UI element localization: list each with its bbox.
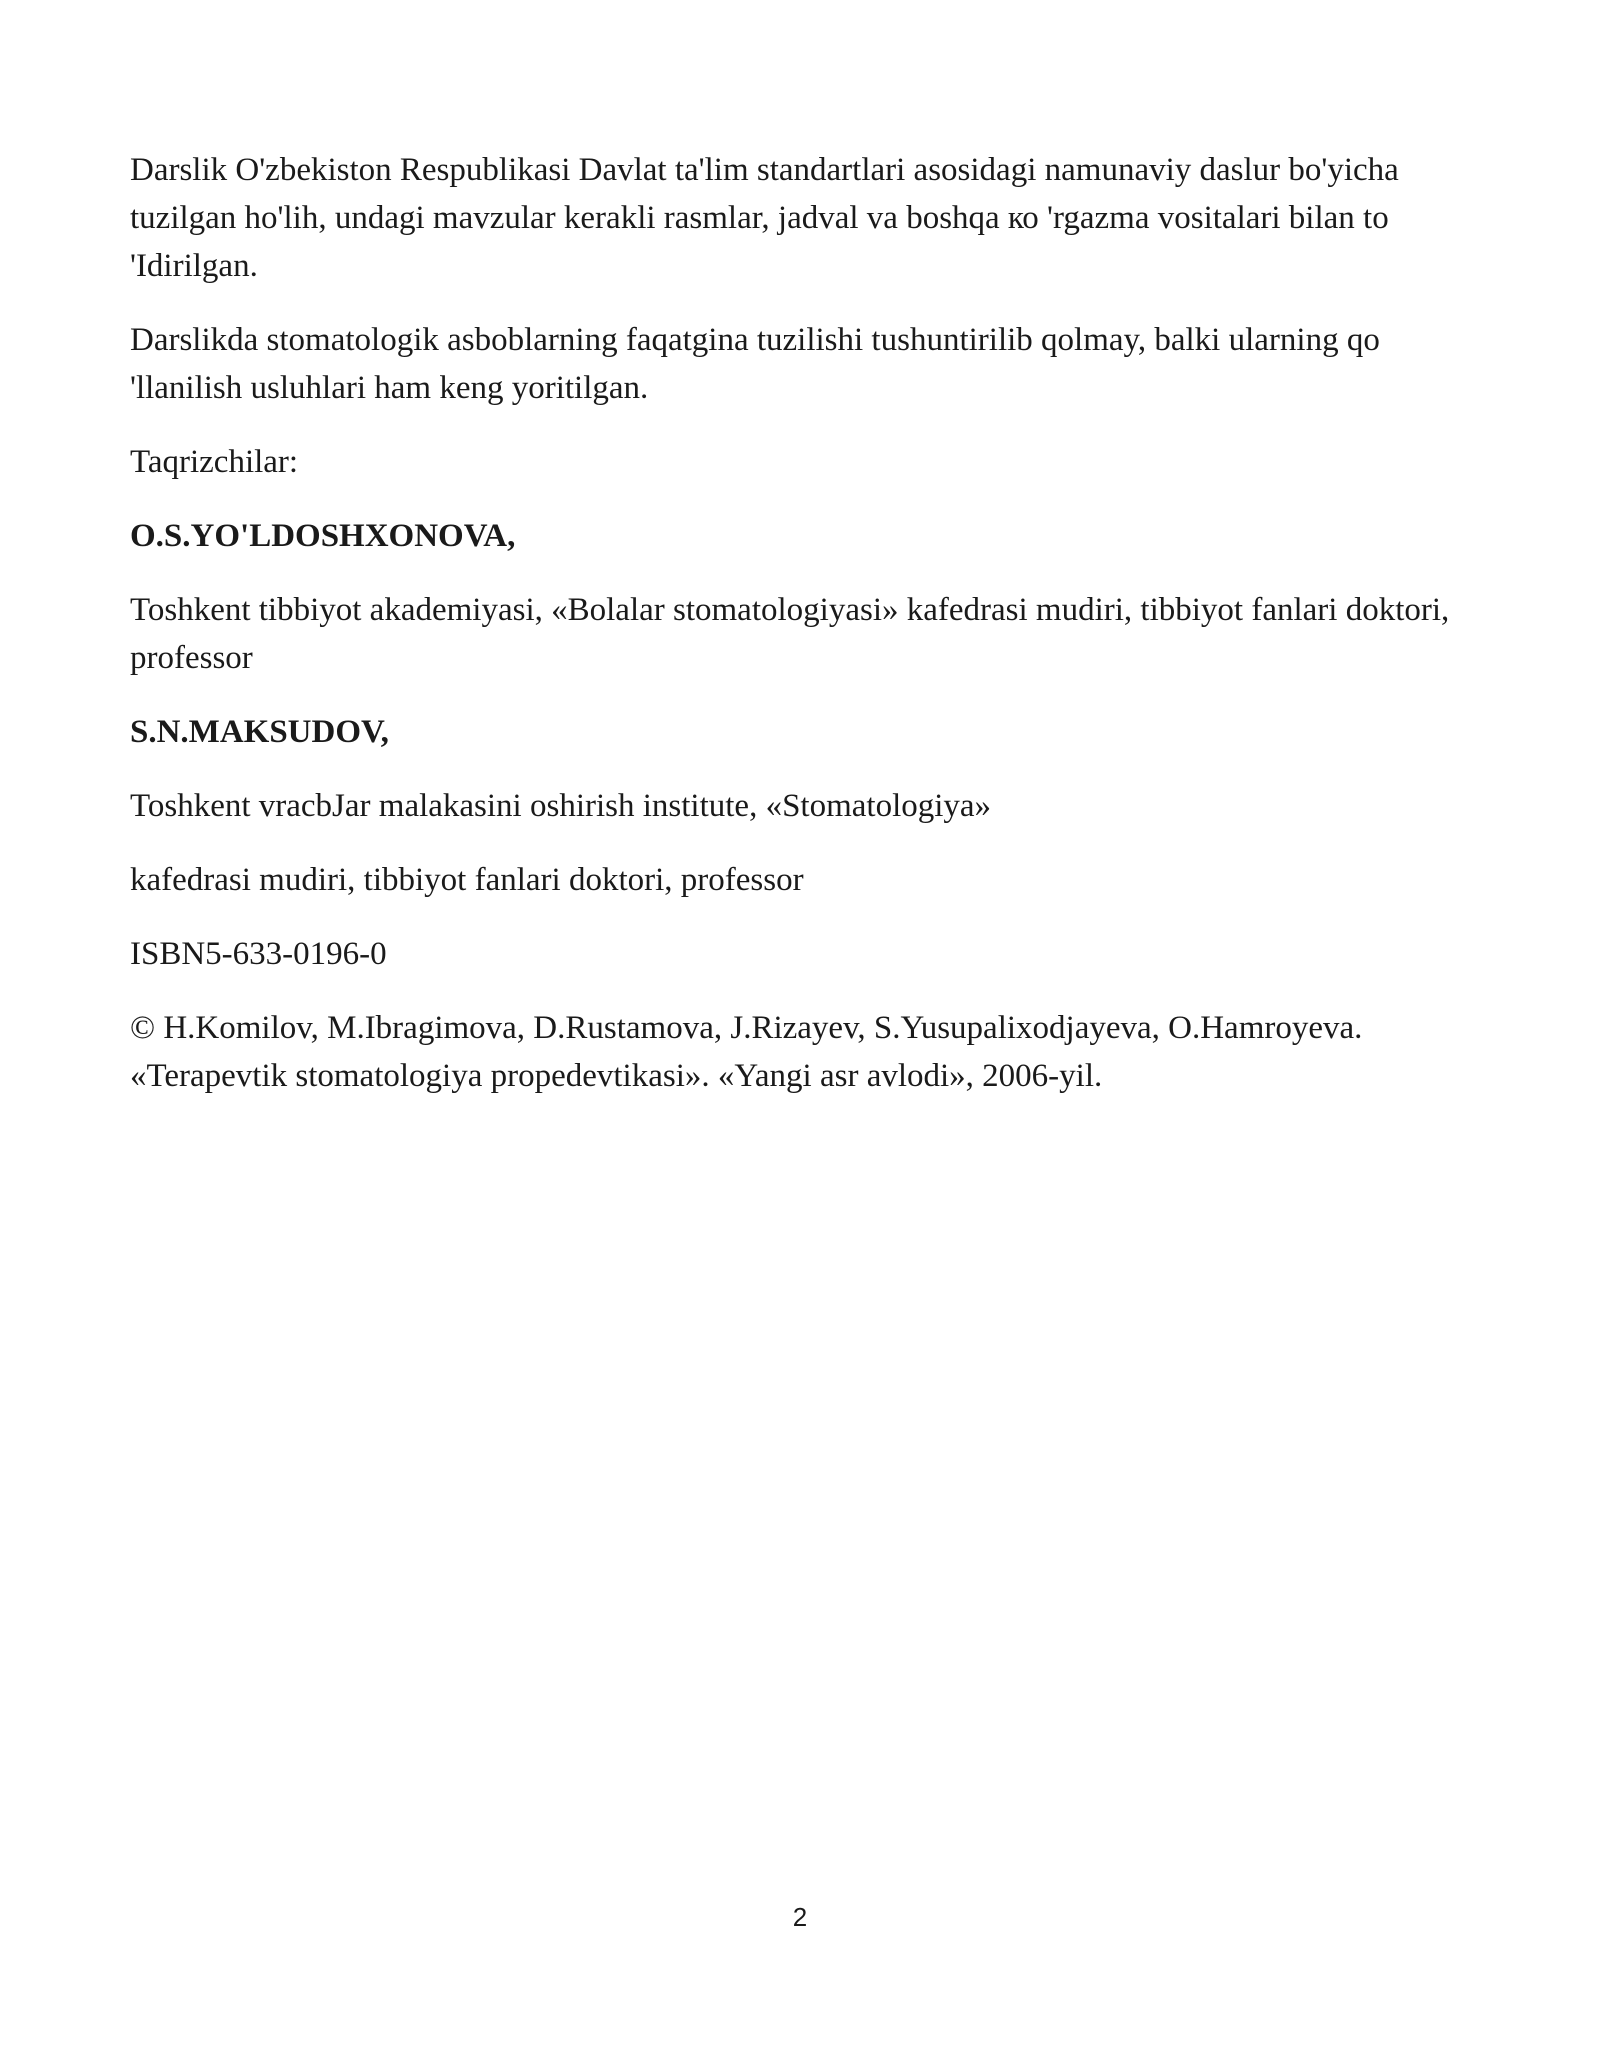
reviewer-1-affiliation: Toshkent tibbiyot akademiyasi, «Bolalar stomatologiyasi» kafedrasi mudiri, tibbiyot fanlari doktori, professor: [130, 592, 1450, 676]
page-content: [130, 146, 1470, 1126]
reviewer-2-affiliation-line-2: kafedrasi mudiri, tibbiyot fanlari doktori, professor: [130, 862, 804, 898]
reviewer-1-name: O.S.YO'LDOSHXONOVA,: [130, 518, 516, 554]
intro-paragraph-1: Darslik O'zbekiston Respublikasi Davlat ta'lim standartlari asosidagi namunaviy daslur bo'yicha tuzilgan ho'lih, undagi mavzular kerakli rasmlar, jadval va boshqa ко 'rgazma vositalari bilan to 'Idirilgan.: [130, 152, 1399, 284]
intro-paragraph-2: Darslikda stomatologik asboblarning faqatgina tuzilishi tushuntirilib qolmay, balki ularning qo 'llanilish usluhlari ham keng yoritilgan.: [130, 322, 1380, 406]
reviewer-2-name: S.N.MAKSUDOV,: [130, 714, 389, 750]
page-number: 2: [792, 1902, 808, 1932]
reviewers-heading: Taqrizchilar:: [130, 444, 299, 480]
isbn-line: ISBN5-633-0196-0: [130, 936, 387, 972]
copyright-notice: © H.Komilov, M.Ibragimova, D.Rustamova, J.Rizayev, S.Yusupalixodjayeva, O.Hamroyeva. «Terapevtik stomatologiya propedevtikasi». «Yangi asr avlodi», 2006-yil.: [130, 1010, 1363, 1094]
reviewer-2-affiliation-line-1: Toshkent vracbJar malakasini oshirish institute, «Stomatologiya»: [130, 788, 992, 824]
